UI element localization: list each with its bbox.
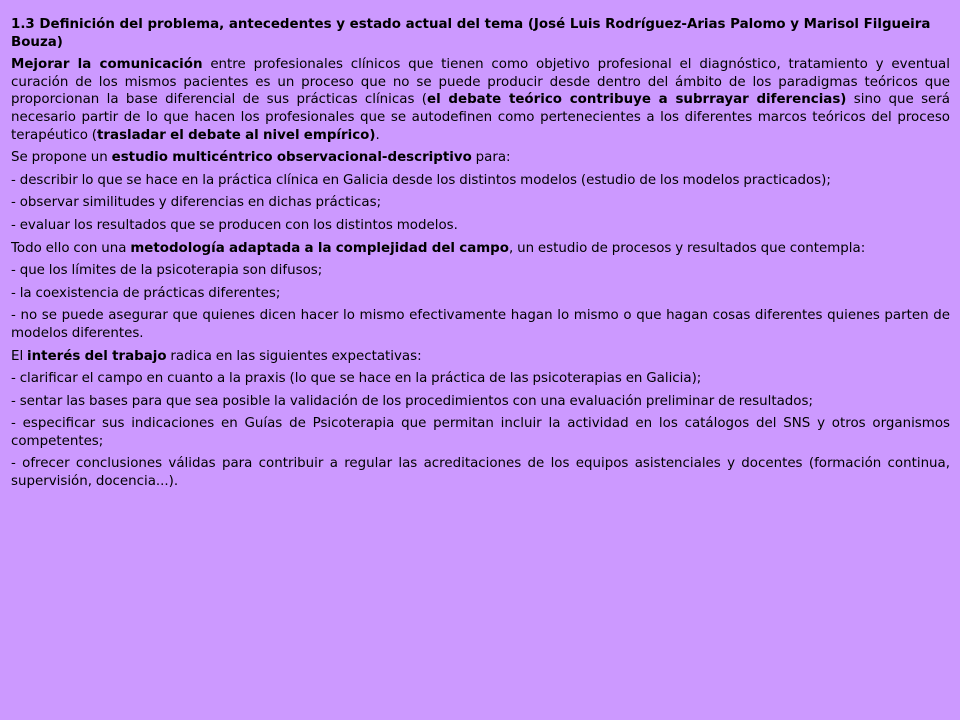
text-span: sino que será necesario partir de lo que hacen los profesionales que se autodefinen como pertenecientes a los diferentes marcos teóricos del proceso terapéutico (: [11, 92, 950, 143]
text-span: entre profesionales clínicos que tienen como objetivo profesional el diagnóstico, tratamiento y eventual curación de los mismos pacientes es un proceso que no se puede producir desde dentro del ámbito de los paradigmas teóricos que proporcionan la base diferencial de sus prácticas clínicas (: [11, 57, 950, 108]
bold-phrase: estudio multicéntrico observacional-descriptivo: [111, 150, 472, 166]
list-item: - la coexistencia de prácticas diferentes;: [11, 285, 281, 301]
list-item: - evaluar los resultados que se producen con los distintos modelos.: [11, 217, 458, 233]
paragraph-proposal: [11, 149, 950, 167]
bold-phrase: metodología adaptada a la complejidad del campo: [130, 240, 509, 256]
text-span: Se propone un: [11, 150, 112, 166]
paragraph-intro: [11, 56, 950, 144]
slide-title: 1.3 Definición del problema, antecedentes y estado actual del tema (José Luis Rodríguez-Arias Palomo y Marisol Filgueira Bouza): [11, 17, 931, 50]
text-span: radica en las siguientes expectativas:: [166, 348, 422, 364]
bold-phrase: interés del trabajo: [27, 348, 167, 364]
list-item: - no se puede asegurar que quienes dicen hacer lo mismo efectivamente hagan lo mismo o que hagan cosas diferentes quienes parten de modelos diferentes.: [11, 308, 950, 341]
text-span: .: [375, 127, 380, 143]
text-span: El: [11, 348, 28, 364]
bold-phrase: el debate teórico contribuye a subrrayar diferencias): [427, 92, 847, 108]
text-span: para:: [471, 150, 511, 166]
bold-phrase: trasladar el debate al nivel empírico): [97, 127, 376, 143]
paragraph-interest: [11, 348, 950, 366]
text-span: Todo ello con una: [11, 240, 131, 256]
list-item: - ofrecer conclusiones válidas para contribuir a regular las acreditaciones de los equipos asistenciales y docentes (formación continua, supervisión, docencia...).: [11, 456, 950, 490]
list-item: - describir lo que se hace en la práctica clínica en Galicia desde los distintos modelos (estudio de los modelos practicados);: [11, 172, 831, 188]
text-span: , un estudio de procesos y resultados que contempla:: [508, 240, 866, 256]
list-item: - que los límites de la psicoterapia son difusos;: [11, 263, 323, 279]
list-item: - especificar sus indicaciones en Guías de Psicoterapia que permitan incluir la actividad en los catálogos del SNS y otros organismos competentes;: [11, 416, 950, 449]
list-item: - sentar las bases para que sea posible la validación de los procedimientos con una evaluación preliminar de resultados;: [11, 393, 813, 409]
bold-phrase: Mejorar la comunicación: [11, 57, 203, 73]
paragraph-methodology: [11, 240, 950, 258]
list-item: - observar similitudes y diferencias en dichas prácticas;: [11, 195, 382, 211]
list-item: - clarificar el campo en cuanto a la praxis (lo que se hace en la práctica de las psicoterapias en Galicia);: [11, 371, 702, 387]
